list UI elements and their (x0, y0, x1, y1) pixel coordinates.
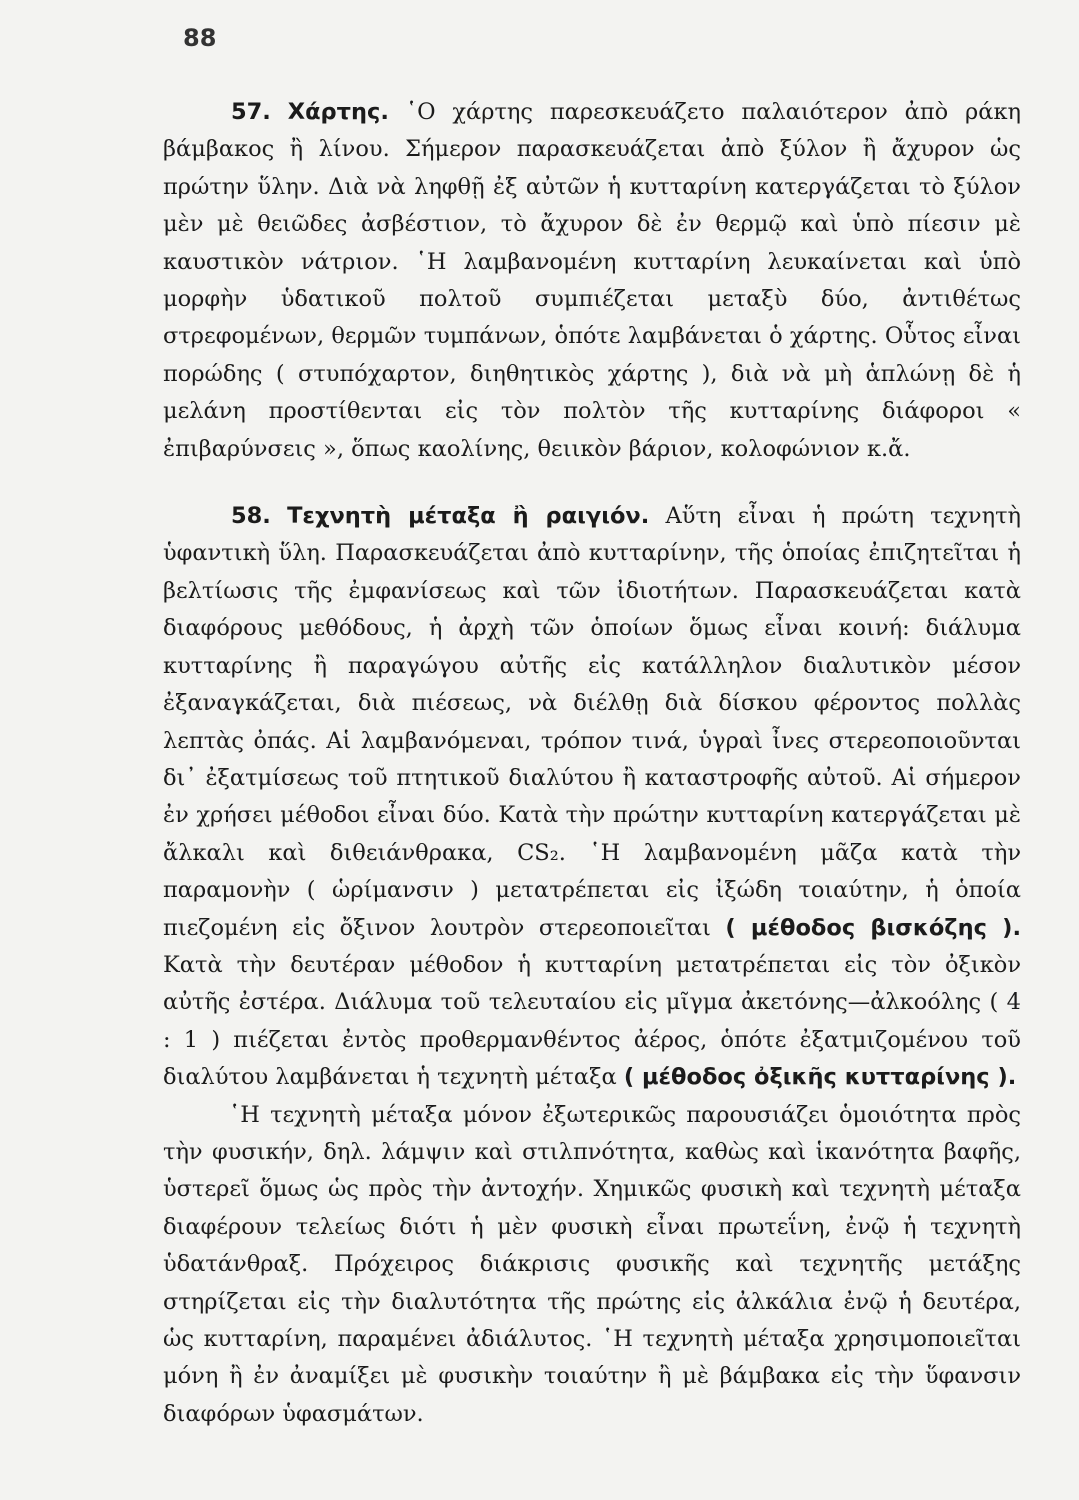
page-number: 88 (183, 24, 217, 52)
section-58-text-part3: ῾Η τεχνητὴ μέταξα μόνον ἐξωτερικῶς παρουσιάζει ὁμοιότητα πρὸς τὴν φυσικήν, δηλ. λάμψιν καὶ στιλπνότητα, καθὼς καὶ ἱκανότητα βαφῆς, ὑστερεῖ ὅμως ὡς πρὸς τὴν ἀντοχήν. Χημικῶς φυσικὴ καὶ τεχνητὴ μέταξα διαφέρουν τελείως διότι ἡ μὲν φυσικὴ εἶναι πρωτεΐνη, ἐνῷ ἡ τεχνητὴ ὑδατάνθραξ. Πρόχειρος διάκρισις φυσικῆς καὶ τεχνητῆς μετάξης στηρίζεται εἰς τὴν διαλυτότητα τῆς πρώτης εἰς ἀλκάλια ἐνῷ ἡ δευτέρα, ὡς κυτταρίνη, παραμένει ἀδιάλυτος. ῾Η τεχνητὴ μέταξα χρησιμοποιεῖται μόνη ἢ ἐν ἀναμίξει μὲ φυσικὴν τοιαύτην ἢ μὲ βάμβακα εἰς τὴν ὕφανσιν διαφόρων ὑφασμάτων. (163, 1101, 1021, 1427)
section-58-text-part2: Κατὰ τὴν δευτέραν μέθοδον ἡ κυτταρίνη μετατρέπεται εἰς τὸν ὀξικὸν αὐτῆς ἐστέρα. Διάλυμα τοῦ τελευταίου εἰς μῖγμα ἀκετόνης—ἀλκοόλης ( 4 : 1 ) πιέζεται ἐντὸς προθερμανθέντος ἀέρος, ὁπότε ἐξατμιζομένου τοῦ διαλύτου λαμβάνεται ἡ τεχνητὴ μέταξα (163, 951, 1021, 1091)
section-58-text-part1: Αὕτη εἶναι ἡ πρώτη τεχνητὴ ὑφαντικὴ ὕλη. Παρασκευάζεται ἀπὸ κυτταρίνην, τῆς ὁποίας ἐπιζητεῖται ἡ βελτίωσις τῆς ἐμφανίσεως καὶ τῶν ἰδιοτήτων. Παρασκευάζεται κατὰ διαφόρους μεθόδους, ἡ ἀρχὴ τῶν ὁποίων ὅμως εἶναι κοινή: διάλυμα κυτταρίνης ἢ παραγώγου αὐτῆς εἰς κατάλληλον διαλυτικὸν μέσον ἐξαναγκάζεται, διὰ πιέσεως, νὰ διέλθῃ διὰ δίσκου φέροντος πολλὰς λεπτὰς ὀπάς. Αἱ λαμβανόμεναι, τρόπον τινά, ὑγραὶ ἶνες στερεοποιοῦνται δι᾽ ἐξατμίσεως τοῦ πτητικοῦ διαλύτου ἢ καταστροφῆς αὐτοῦ. Αἱ σήμερον ἐν χρήσει μέθοδοι εἶναι δύο. Κατὰ τὴν πρώτην κυτταρίνη κατεργάζεται μὲ ἄλκαλι καὶ διθειάνθρακα, CS₂. ῾Η λαμβανομένη μᾶζα κατὰ τὴν παραμονὴν ( ὡρίμανσιν ) μετατρέπεται εἰς ἰξώδη τοιαύτην, ἡ ὁποία πιεζομένη εἰς ὄξινον λουτρὸν στερεοποιεῖται (163, 503, 1021, 941)
section-57-paragraph (163, 94, 1021, 468)
section-58-title: Τεχνητὴ μέταξα ἢ ραιγιόν. (287, 503, 650, 530)
section-57-number: 57. (231, 99, 271, 125)
method-viscose-label: ( μέθοδος βισκόζης ). (725, 914, 1021, 941)
section-58-number: 58. (231, 503, 271, 530)
section-57-title: Χάρτης. (287, 99, 389, 125)
section-58-paragraph (163, 498, 1021, 1097)
section-57-text: ῾Ο χάρτης παρεσκευάζετο παλαιότερον ἀπὸ ράκη βάμβακος ἢ λίνου. Σήμερον παρασκευάζεται ἀπὸ ξύλον ἢ ἄχυρον ὡς πρώτην ὕλην. Διὰ νὰ ληφθῇ ἐξ αὐτῶν ἡ κυτταρίνη κατεργάζεται τὸ ξύλον μὲν μὲ θειῶδες ἀσβέστιον, τὸ ἄχυρον δὲ ἐν θερμῷ καὶ ὑπὸ πίεσιν μὲ καυστικὸν νάτριον. ῾Η λαμβανομένη κυτταρίνη λευκαίνεται καὶ ὑπὸ μορφὴν ὑδατικοῦ πολτοῦ συμπιέζεται μεταξὺ δύο, ἀντιθέτως στρεφομένων, θερμῶν τυμπάνων, ὁπότε λαμβάνεται ὁ χάρτης. Οὗτος εἶναι πορώδης ( στυπόχαρτον, διηθητικὸς χάρτης ), διὰ νὰ μὴ ἁπλώνῃ δὲ ἡ μελάνη προστίθενται εἰς τὸν πολτὸν τῆς κυτταρίνης διάφοροι « ἐπιβαρύνσεις », ὅπως καολίνης, θειικὸν βάριον, κολοφώνιον κ.ἄ. (163, 99, 1022, 462)
page-body (163, 94, 1021, 1433)
section-58-paragraph-2 (163, 1097, 1021, 1434)
method-acetate-label: ( μέθοδος ὀξικῆς κυτταρίνης ). (623, 1064, 1017, 1091)
